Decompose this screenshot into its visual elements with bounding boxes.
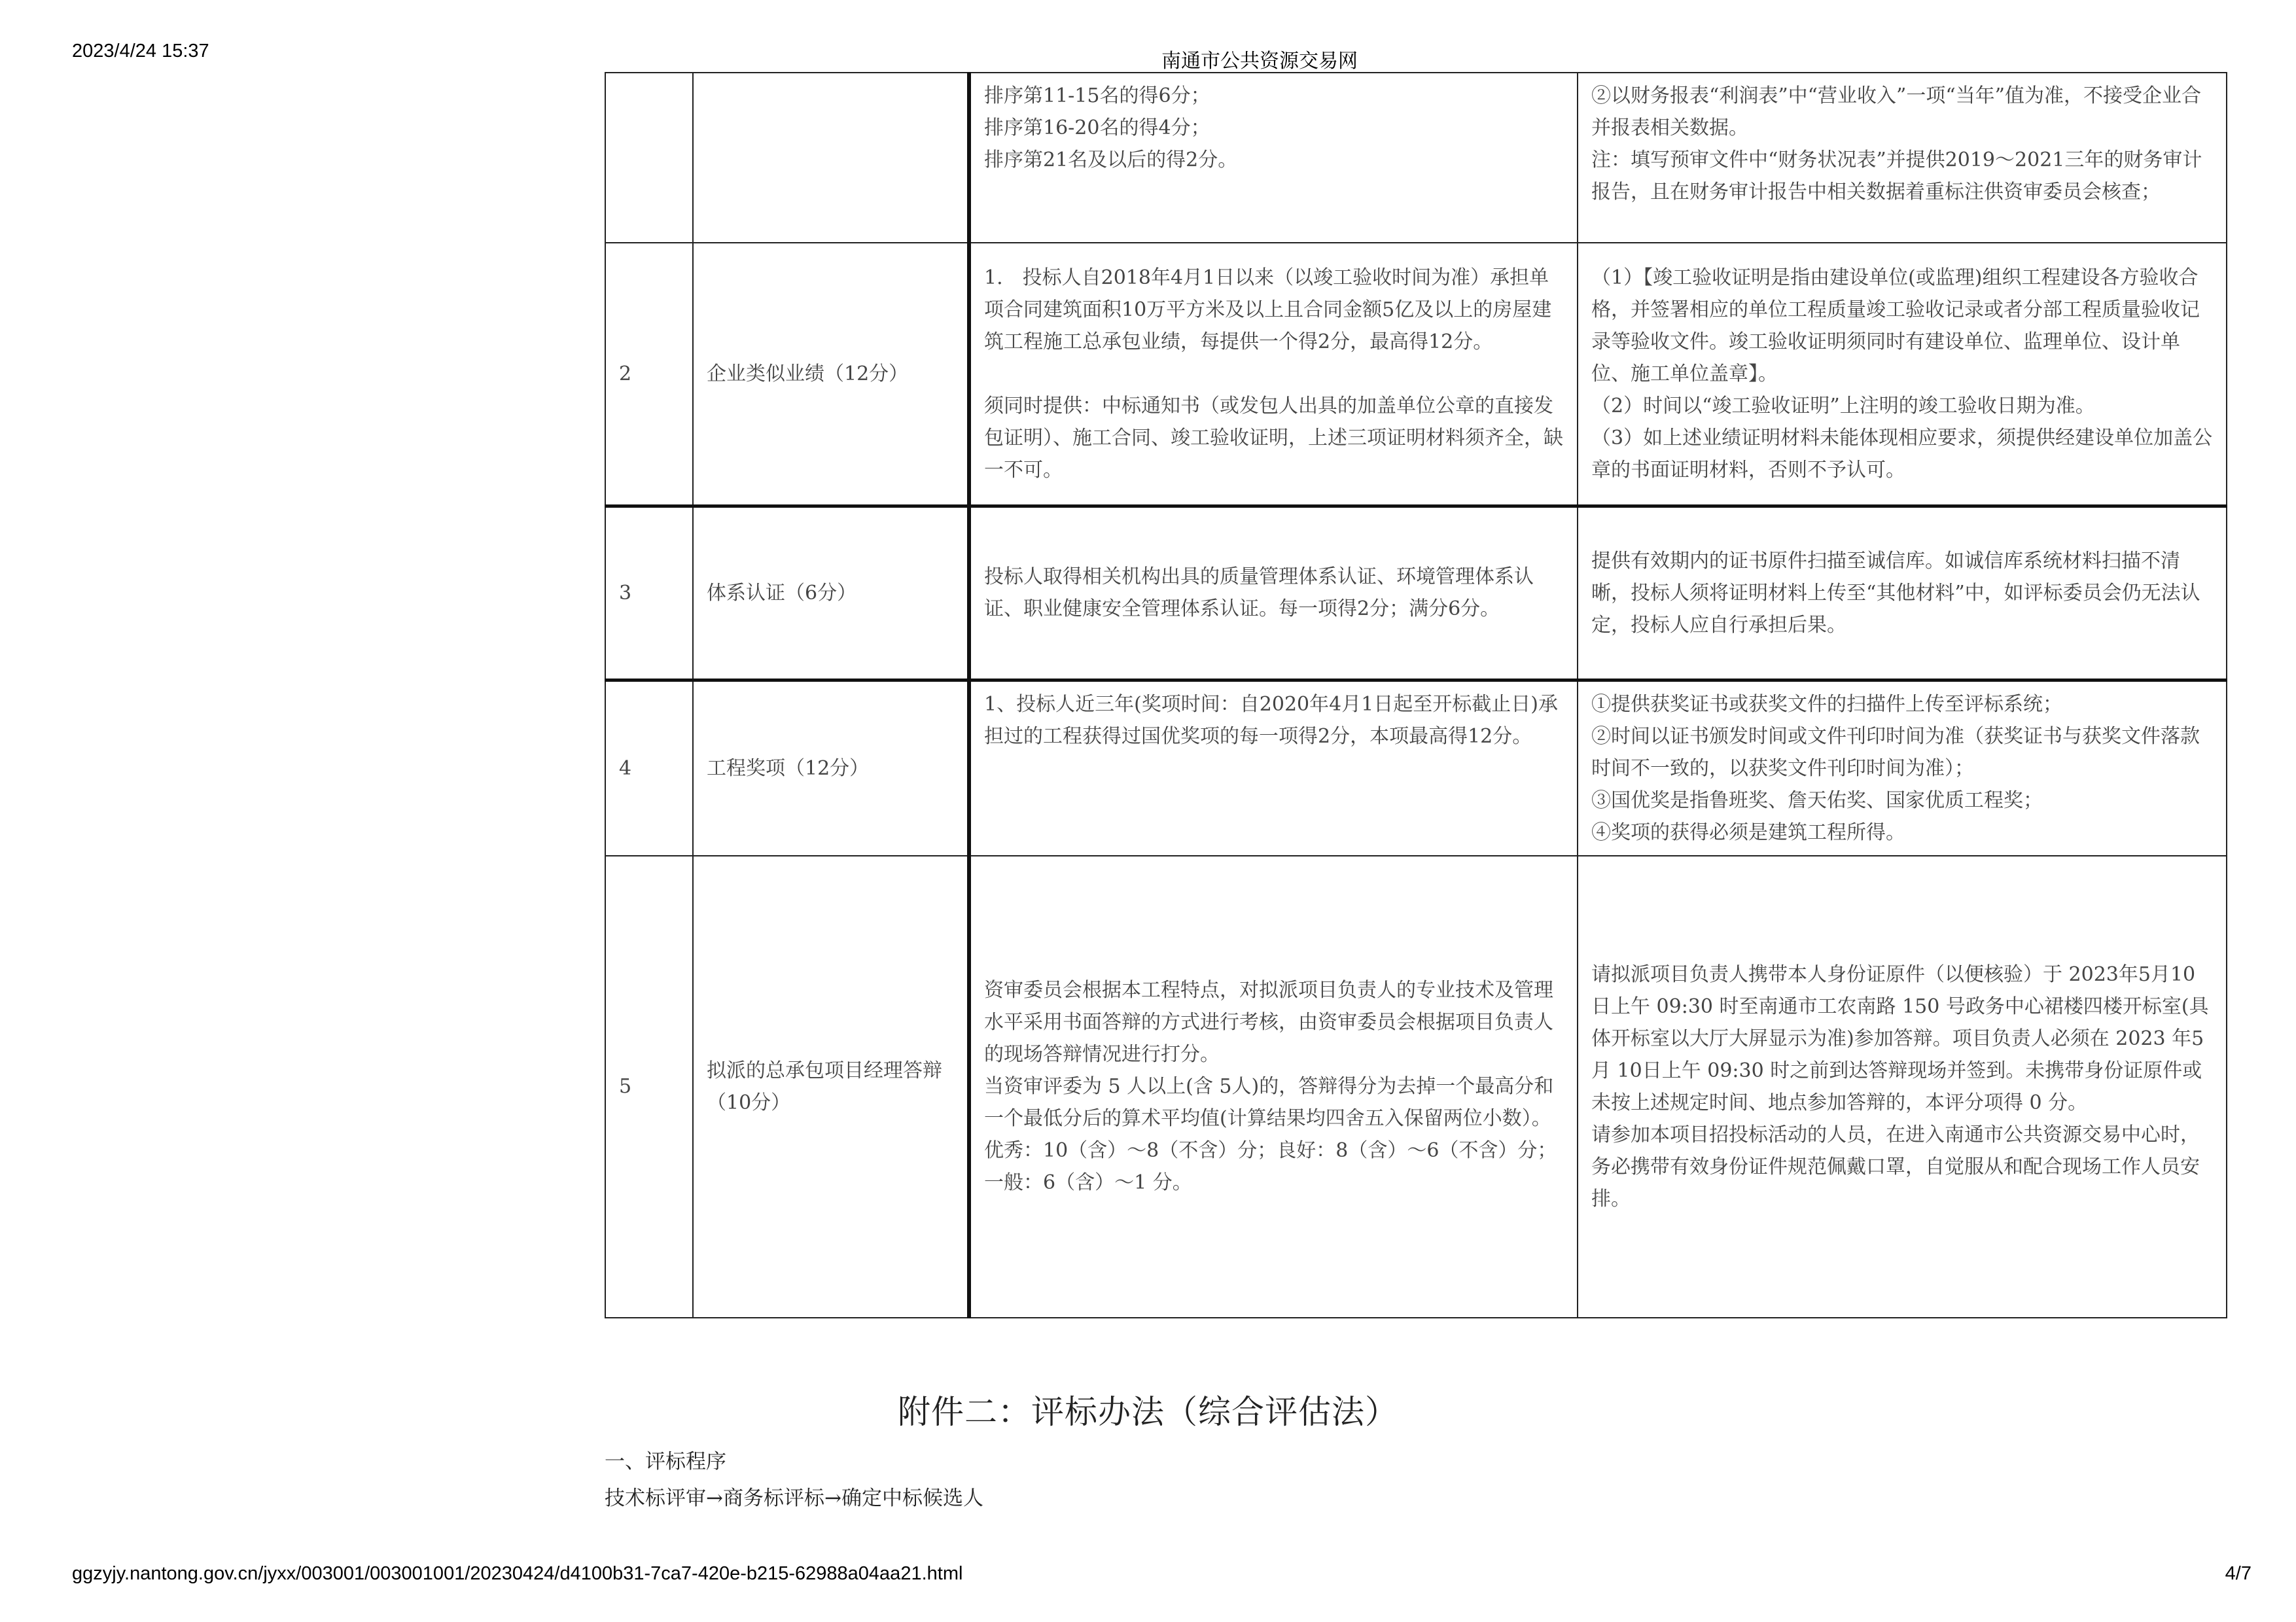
note-line: （1）【竣工验收证明是指由建设单位(或监理)组织工程建设各方验收合格，并签署相应的单位工程质量竣工验收记录或者分部工程质量验收记录等验收文件。竣工验收证明须同时有建设单位、监理单位、设计单位、施工单位盖章】。	[1591, 266, 2200, 385]
criteria-line: 须同时提供：中标通知书（或发包人出具的加盖单位公章的直接发包证明）、施工合同、竣工验收证明，上述三项证明材料须齐全，缺一不可。	[984, 394, 1563, 482]
site-title: 南通市公共资源交易网	[1161, 50, 1358, 72]
item-number-cell	[605, 73, 693, 243]
table-row	[605, 73, 2227, 243]
item-name-cell: 工程奖项（12分）	[693, 680, 969, 856]
criteria-cell	[969, 243, 1578, 506]
item-number-cell: 3	[605, 506, 693, 680]
note-line: 注：填写预审文件中“财务状况表”并提供2019～2021三年的财务审计报告，且在财务审计报告中相关数据着重标注供资审委员会核查；	[1591, 149, 2202, 203]
scoring-table	[605, 72, 2227, 1318]
page-number: 4/7	[2225, 1563, 2252, 1584]
criteria-line: 排序第16-20名的得4分；	[984, 116, 1210, 139]
notes-cell	[1578, 856, 2227, 1318]
note-line: （2）时间以“竣工验收证明”上注明的竣工验收日期为准。	[1591, 394, 2095, 417]
note-line: ④奖项的获得必须是建筑工程所得。	[1591, 820, 1905, 844]
page-url: ggzyjy.nantong.gov.cn/jyxx/003001/003001001/20230424/d4100b31-7ca7-420e-b215-62988a04aa21.html	[72, 1563, 963, 1584]
notes-cell	[1578, 680, 2227, 856]
item-name-cell: 体系认证（6分）	[693, 506, 969, 680]
notes-cell	[1578, 243, 2227, 506]
criteria-line: 投标人取得相关机构出具的质量管理体系认证、环境管理体系认证、职业健康安全管理体系认证。每一项得2分；满分6分。	[984, 565, 1534, 620]
note-line: ②时间以证书颁发时间或文件刊印时间为准（获奖证书与获奖文件落款时间不一致的，以获奖文件刊印时间为准）；	[1591, 724, 2200, 780]
table-row	[605, 506, 2227, 680]
notes-cell	[1578, 73, 2227, 243]
table-row	[605, 243, 2227, 506]
item-number-cell: 4	[605, 680, 693, 856]
item-number-cell: 5	[605, 856, 693, 1318]
note-line: 提供有效期内的证书原件扫描至诚信库。如诚信库系统材料扫描不清晰，投标人须将证明材料上传至“其他材料”中，如评标委员会仍无法认定，投标人应自行承担后果。	[1591, 549, 2200, 637]
criteria-cell	[969, 680, 1578, 856]
note-line: ②以财务报表“利润表”中“营业收入”一项“当年”值为准，不接受企业合并报表相关数据。	[1591, 84, 2202, 139]
note-line: ③国优奖是指鲁班奖、詹天佑奖、国家优质工程奖；	[1591, 788, 2043, 812]
note-line: 请拟派项目负责人携带本人身份证原件（以便核验）于 2023年5月10 日上午 09:30 时至南通市工农南路 150 号政务中心裙楼四楼开标室(具体开标室以大厅大屏显示为准)参加答辩。项目负责人必须在 2023 年5 月 10日上午 09:30 时之前到达答辩现场并签到。未携带身份证原件或未按上述规定时间、地点参加答辩的，本评分项得 0 分。	[1591, 962, 2224, 1114]
note-line: ①提供获奖证书或获奖文件的扫描件上传至评标系统；	[1591, 692, 2062, 716]
item-name-cell: 企业类似业绩（12分）	[693, 243, 969, 506]
appendix-heading: 附件二：评标办法（综合评估法）	[898, 1393, 1398, 1431]
criteria-line: 1、投标人近三年(奖项时间：自2020年4月1日起至开标截止日)承担过的工程获得过国优奖项的每一项得2分，本项最高得12分。	[984, 692, 1559, 748]
table-row	[605, 680, 2227, 856]
criteria-cell	[969, 506, 1578, 680]
criteria-line: 排序第21名及以后的得2分。	[984, 149, 1238, 171]
section-title: 一、评标程序	[605, 1450, 726, 1473]
item-name-cell: 拟派的总承包项目经理答辩（10分）	[693, 856, 969, 1318]
criteria-line: 当资审评委为 5 人以上(含 5人)的，答辩得分为去掉一个最高分和一个最低分后的算术平均值(计算结果均四舍五入保留两位小数）。优秀：10（含）～8（不含）分；良好：8（含）～6（不含）分；一般：6（含）～1 分。	[984, 1075, 1557, 1194]
item-number-cell: 2	[605, 243, 693, 506]
criteria-line: 排序第11-15名的得6分；	[984, 84, 1210, 107]
notes-cell	[1578, 506, 2227, 680]
table-row	[605, 856, 2227, 1318]
item-name-cell	[693, 73, 969, 243]
criteria-line: 1. 投标人自2018年4月1日以来（以竣工验收时间为准）承担单项合同建筑面积10万平方米及以上且合同金额5亿及以上的房屋建筑工程施工总承包业绩，每提供一个得2分，最高得12分。	[984, 266, 1552, 353]
print-datetime: 2023/4/24 15:37	[72, 41, 209, 62]
criteria-line: 资审委员会根据本工程特点，对拟派项目负责人的专业技术及管理水平采用书面答辩的方式进行考核，由资审委员会根据项目负责人的现场答辩情况进行打分。	[984, 979, 1553, 1066]
procedure-flow: 技术标评审→商务标评标→确定中标候选人	[605, 1487, 983, 1510]
criteria-cell	[969, 856, 1578, 1318]
criteria-cell	[969, 73, 1578, 243]
blank-line	[984, 358, 1564, 390]
note-line: 请参加本项目招投标活动的人员，在进入南通市公共资源交易中心时，务必携带有效身份证件规范佩戴口罩，自觉服从和配合现场工作人员安排。	[1591, 1123, 2200, 1210]
note-line: （3）如上述业绩证明材料未能体现相应要求，须提供经建设单位加盖公章的书面证明材料，否则不予认可。	[1591, 426, 2213, 482]
